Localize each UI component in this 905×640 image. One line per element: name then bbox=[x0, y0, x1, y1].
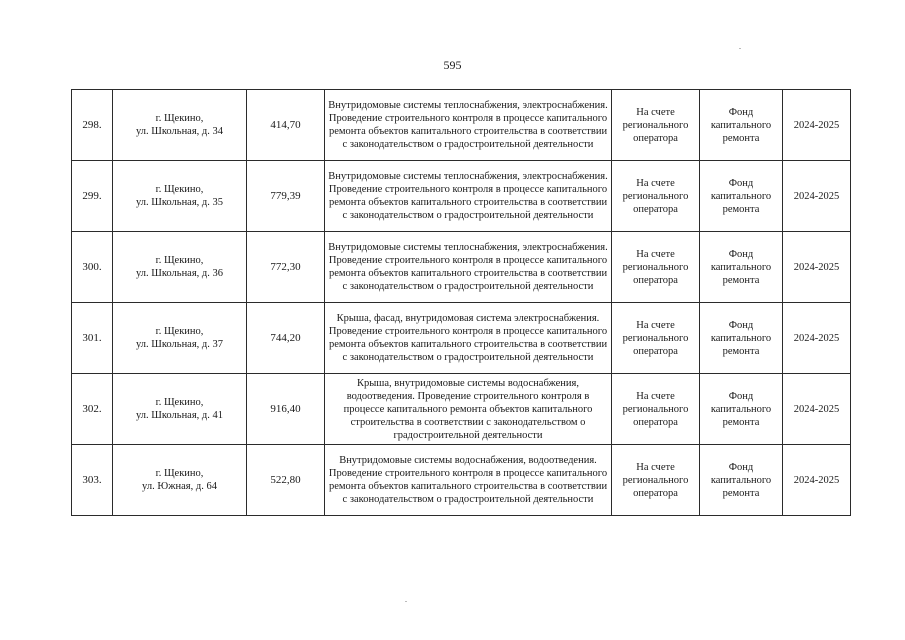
row-account: На счете регионального оператора bbox=[612, 232, 700, 303]
table-row bbox=[72, 445, 851, 516]
table-row bbox=[72, 374, 851, 445]
row-period: 2024-2025 bbox=[783, 303, 851, 374]
row-works: Внутридомовые системы теплоснабжения, электроснабжения. Проведение строительного контроля в процессе капитального ремонта объектов капитального строительства в соответствии с законодательством о градостроительной деятельности bbox=[325, 232, 612, 303]
table-row bbox=[72, 161, 851, 232]
row-address bbox=[113, 374, 247, 445]
row-area: 772,30 bbox=[247, 232, 325, 303]
row-number: 301. bbox=[72, 303, 113, 374]
table-row bbox=[72, 90, 851, 161]
address-city: г. Щекино, bbox=[155, 326, 204, 337]
row-area: 414,70 bbox=[247, 90, 325, 161]
row-area: 522,80 bbox=[247, 445, 325, 516]
row-address bbox=[113, 90, 247, 161]
row-area: 779,39 bbox=[247, 161, 325, 232]
address-city: г. Щекино, bbox=[155, 184, 204, 195]
row-area: 916,40 bbox=[247, 374, 325, 445]
row-address bbox=[113, 161, 247, 232]
row-period: 2024-2025 bbox=[783, 374, 851, 445]
row-funding-source: Фонд капитального ремонта bbox=[700, 161, 783, 232]
row-account: На счете регионального оператора bbox=[612, 90, 700, 161]
row-account: На счете регионального оператора bbox=[612, 445, 700, 516]
row-funding-source: Фонд капитального ремонта bbox=[700, 445, 783, 516]
page-number: 595 bbox=[443, 58, 462, 72]
row-period: 2024-2025 bbox=[783, 445, 851, 516]
table-row bbox=[72, 303, 851, 374]
row-period: 2024-2025 bbox=[783, 161, 851, 232]
address-street: ул. Школьная, д. 36 bbox=[135, 268, 224, 279]
address-city: г. Щекино, bbox=[155, 113, 204, 124]
row-funding-source: Фонд капитального ремонта bbox=[700, 303, 783, 374]
repair-schedule-table bbox=[71, 89, 851, 516]
row-account: На счете регионального оператора bbox=[612, 303, 700, 374]
row-works: Крыша, внутридомовые системы водоснабжения, водоотведения. Проведение строительного контроля в процессе капитального ремонта объектов капитального строительства в соответствии с законодательством о градостроительной деятельности bbox=[325, 374, 612, 445]
address-city: г. Щекино, bbox=[155, 397, 204, 408]
row-account: На счете регионального оператора bbox=[612, 161, 700, 232]
address-street: ул. Школьная, д. 37 bbox=[135, 339, 224, 350]
row-area: 744,20 bbox=[247, 303, 325, 374]
row-account: На счете регионального оператора bbox=[612, 374, 700, 445]
row-funding-source: Фонд капитального ремонта bbox=[700, 90, 783, 161]
row-number: 300. bbox=[72, 232, 113, 303]
row-address bbox=[113, 445, 247, 516]
scan-speck bbox=[739, 48, 741, 49]
row-number: 303. bbox=[72, 445, 113, 516]
address-street: ул. Южная, д. 64 bbox=[142, 481, 217, 492]
address-street: ул. Школьная, д. 35 bbox=[135, 197, 224, 208]
row-address bbox=[113, 232, 247, 303]
row-number: 299. bbox=[72, 161, 113, 232]
row-works: Внутридомовые системы теплоснабжения, электроснабжения. Проведение строительного контроля в процессе капитального ремонта объектов капитального строительства в соответствии с законодательством о градостроительной деятельности bbox=[325, 161, 612, 232]
scan-speck bbox=[405, 601, 407, 602]
row-period: 2024-2025 bbox=[783, 232, 851, 303]
address-city: г. Щекино, bbox=[155, 468, 204, 479]
table-row bbox=[72, 232, 851, 303]
row-works: Внутридомовые системы теплоснабжения, электроснабжения. Проведение строительного контроля в процессе капитального ремонта объектов капитального строительства в соответствии с законодательством о градостроительной деятельности bbox=[325, 90, 612, 161]
row-funding-source: Фонд капитального ремонта bbox=[700, 374, 783, 445]
address-city: г. Щекино, bbox=[155, 255, 204, 266]
row-number: 298. bbox=[72, 90, 113, 161]
row-funding-source: Фонд капитального ремонта bbox=[700, 232, 783, 303]
row-number: 302. bbox=[72, 374, 113, 445]
address-street: ул. Школьная, д. 41 bbox=[135, 410, 224, 421]
address-street: ул. Школьная, д. 34 bbox=[135, 126, 224, 137]
row-works: Крыша, фасад, внутридомовая система электроснабжения. Проведение строительного контроля в процессе капитального ремонта объектов капитального строительства в соответствии с законодательством о градостроительной деятельности bbox=[325, 303, 612, 374]
table-body bbox=[72, 90, 851, 516]
row-works: Внутридомовые системы водоснабжения, водоотведения. Проведение строительного контроля в процессе капитального ремонта объектов капитального строительства в соответствии с законодательством о градостроительной деятельности bbox=[325, 445, 612, 516]
row-address bbox=[113, 303, 247, 374]
row-period: 2024-2025 bbox=[783, 90, 851, 161]
